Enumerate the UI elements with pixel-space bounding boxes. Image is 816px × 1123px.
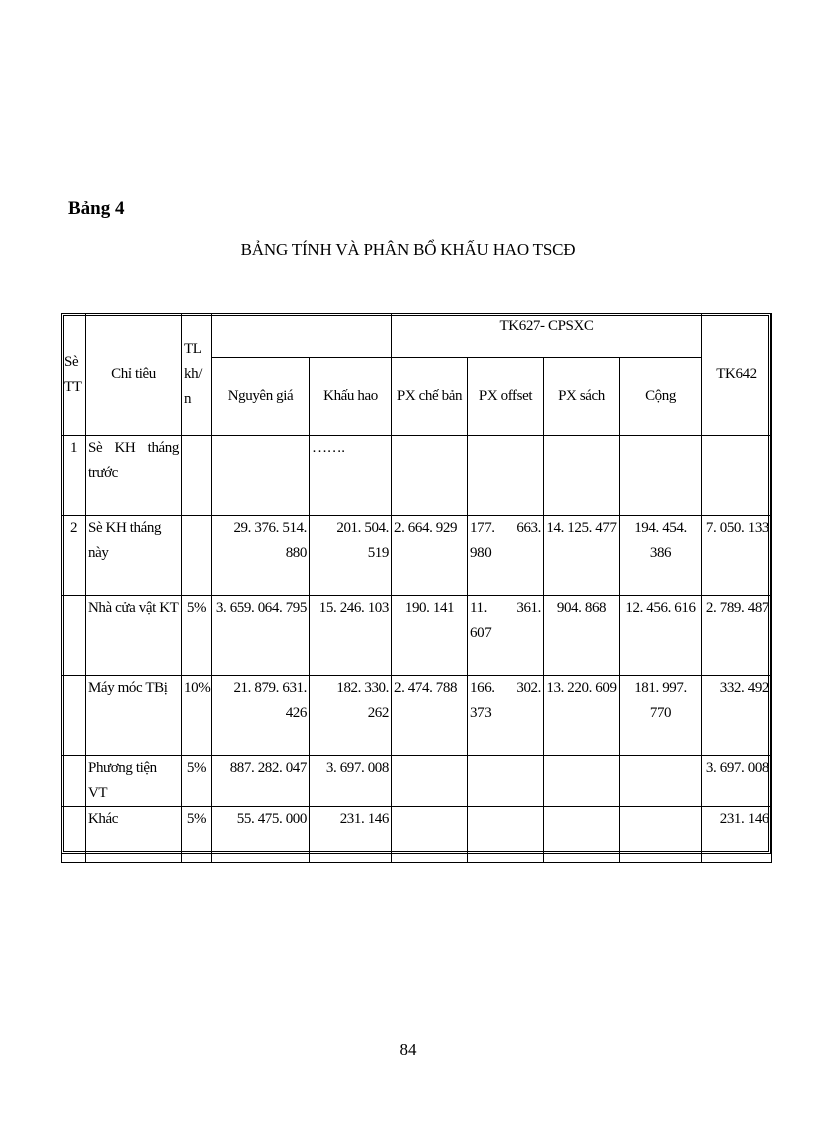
cell-px-che-ban: 2. 664. 929 bbox=[392, 516, 468, 596]
cell-px-offset-part: 373 bbox=[470, 705, 492, 721]
header-stt: Sè TT bbox=[62, 314, 86, 436]
header-tk642: TK642 bbox=[702, 314, 772, 436]
cell-chi-tieu: Khác bbox=[86, 807, 182, 863]
cell-px-offset-part: 980 bbox=[470, 545, 492, 561]
header-px-che-ban: PX chế bản bbox=[392, 358, 468, 436]
cell-nguyen-gia: 29. 376. 514. 880 bbox=[212, 516, 310, 596]
cell-cong: 12. 456. 616 bbox=[620, 596, 702, 676]
cell-tk642: 7. 050. 133 bbox=[702, 516, 772, 596]
cell-tl: 5% bbox=[182, 596, 212, 676]
cell-tl: 5% bbox=[182, 756, 212, 807]
cell-px-che-ban: 2. 474. 788 bbox=[392, 676, 468, 756]
header-tl: TL kh/ n bbox=[182, 314, 212, 436]
header-px-offset: PX offset bbox=[468, 358, 544, 436]
cell-cong: 194. 454. 386 bbox=[620, 516, 702, 596]
cell-khau-hao: 231. 146 bbox=[310, 807, 392, 863]
header-khau-hao: Khấu hao bbox=[310, 358, 392, 436]
table-outer-frame bbox=[61, 313, 771, 854]
cell-px-offset-part: 302. bbox=[516, 680, 541, 696]
cell-khau-hao: 15. 246. 103 bbox=[310, 596, 392, 676]
cell-tk642: 231. 146 bbox=[702, 807, 772, 863]
cell-khau-hao: 201. 504. 519 bbox=[310, 516, 392, 596]
cell-nguyen-gia: 21. 879. 631. 426 bbox=[212, 676, 310, 756]
cell-cong: 181. 997. 770 bbox=[620, 676, 702, 756]
cell-tk642: 332. 492 bbox=[702, 676, 772, 756]
page-number: 84 bbox=[399, 1040, 417, 1059]
cell-tk642: 3. 697. 008 bbox=[702, 756, 772, 807]
cell-px-sach: 904. 868 bbox=[544, 596, 620, 676]
cell-chi-tieu: Sè KH tháng trước bbox=[86, 436, 182, 516]
cell-chi-tieu: Máy móc TBị bbox=[86, 676, 182, 756]
cell-tl: 10% bbox=[182, 676, 212, 756]
cell-px-sach: 13. 220. 609 bbox=[544, 676, 620, 756]
cell-chi-tieu: Nhà cửa vật KT bbox=[86, 596, 182, 676]
cell-px-offset-part: 166. bbox=[470, 680, 495, 696]
cell-px-offset-part: 11. bbox=[470, 600, 487, 616]
cell-khau-hao: 3. 697. 008 bbox=[310, 756, 392, 807]
cell-chi-tieu: Sè KH tháng này bbox=[86, 516, 182, 596]
cell-stt: 2 bbox=[62, 516, 86, 596]
cell-tk642: 2. 789. 487 bbox=[702, 596, 772, 676]
cell-px-che-ban: 190. 141 bbox=[392, 596, 468, 676]
cell-nguyen-gia: 887. 282. 047 bbox=[212, 756, 310, 807]
cell-tl: 5% bbox=[182, 807, 212, 863]
cell-khau-hao: ……. bbox=[310, 436, 392, 516]
header-tk627-group: TK627- CPSXC bbox=[392, 314, 702, 358]
header-chi-tieu: Chỉ tiêu bbox=[86, 314, 182, 436]
cell-chi-tieu: Phương tiện VT bbox=[86, 756, 182, 807]
cell-khau-hao: 182. 330. 262 bbox=[310, 676, 392, 756]
cell-px-offset-part: 607 bbox=[470, 625, 492, 641]
header-cong: Cộng bbox=[620, 358, 702, 436]
cell-nguyen-gia: 55. 475. 000 bbox=[212, 807, 310, 863]
table-title: BẢNG TÍNH VÀ PHÂN BỔ KHẤU HAO TSCĐ bbox=[240, 240, 576, 259]
cell-stt: 1 bbox=[62, 436, 86, 516]
cell-px-offset-part: 663. bbox=[516, 520, 541, 536]
cell-px-sach: 14. 125. 477 bbox=[544, 516, 620, 596]
cell-px-offset-part: 177. bbox=[470, 520, 495, 536]
header-nguyen-gia: Nguyên giá bbox=[212, 358, 310, 436]
cell-nguyen-gia: 3. 659. 064. 795 bbox=[212, 596, 310, 676]
table-label: Bảng 4 bbox=[68, 198, 125, 219]
cell-px-offset-part: 361. bbox=[516, 600, 541, 616]
header-px-sach: PX sách bbox=[544, 358, 620, 436]
